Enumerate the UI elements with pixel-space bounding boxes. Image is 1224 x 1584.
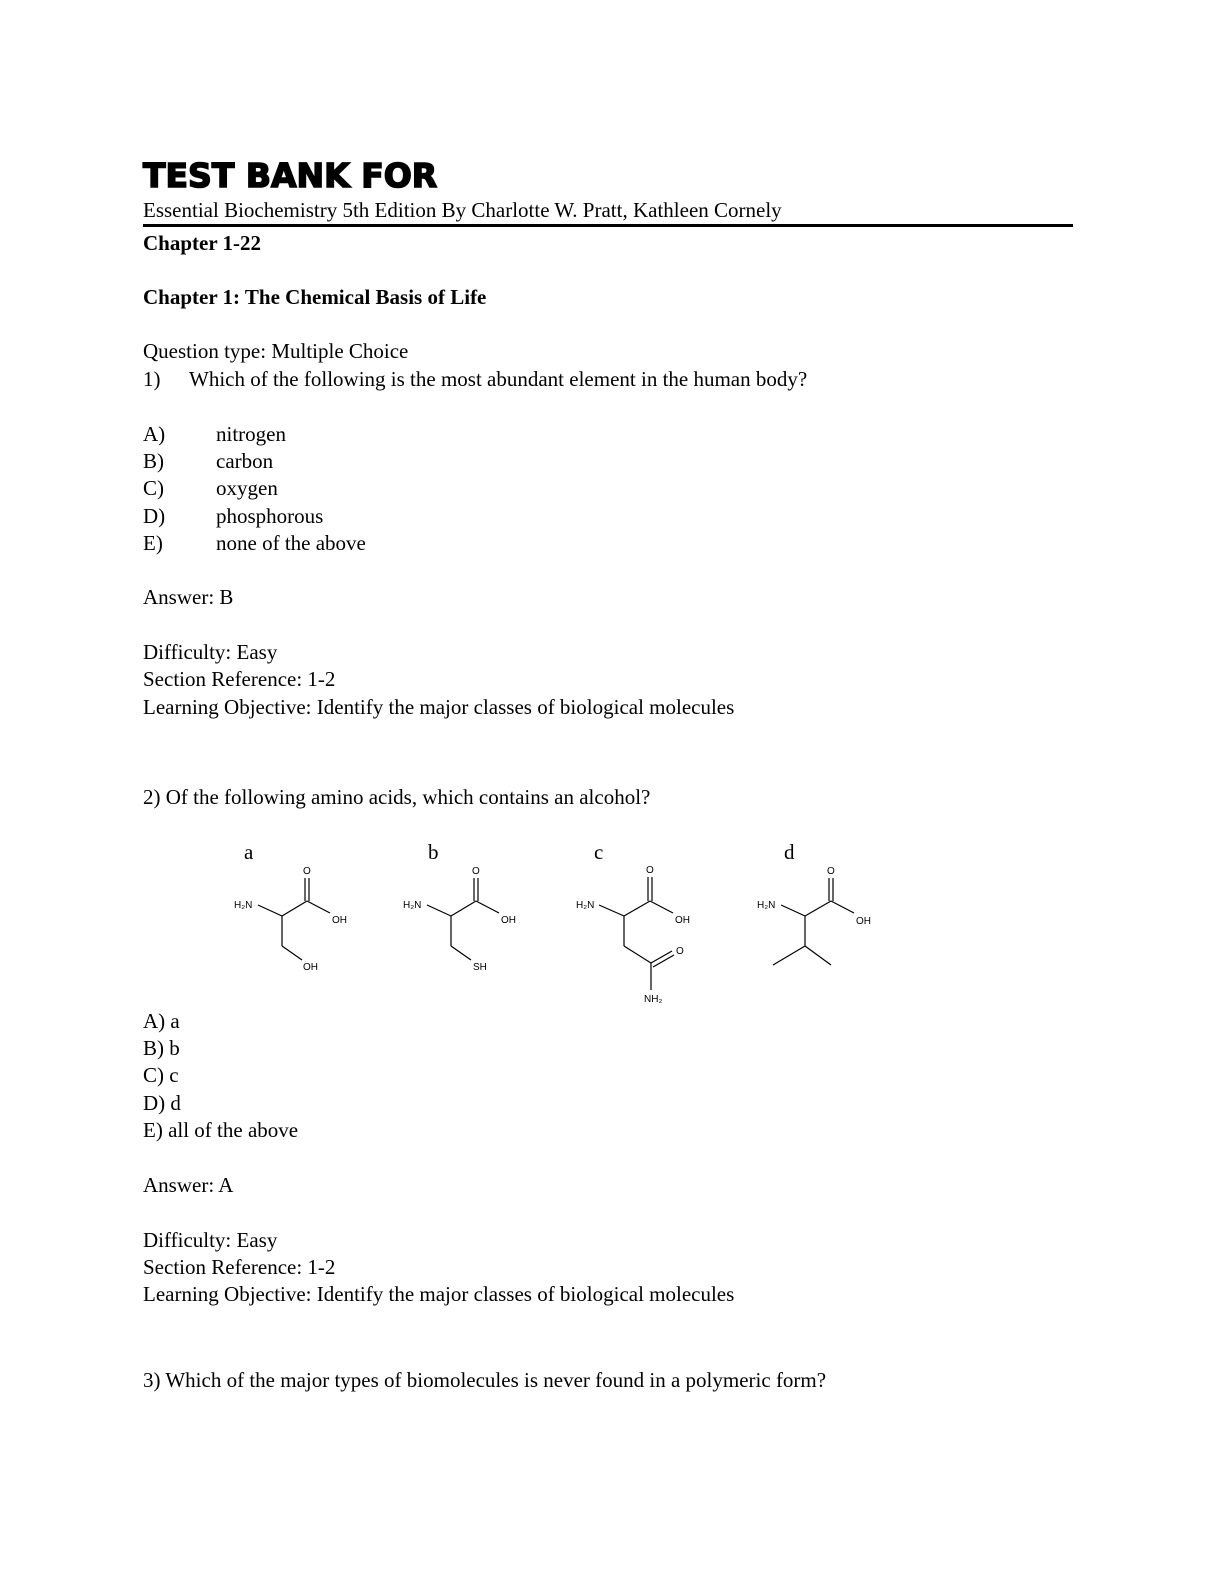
structure-label-c: c [594,840,604,864]
q1-option-text: oxygen [216,476,278,500]
atom-label: O [472,866,480,877]
atom-label: OH [856,916,871,927]
q1-option-text: none of the above [216,531,366,555]
q1-section-reference: Section Reference: 1-2 [143,667,336,691]
structure-label-b: b [428,840,439,864]
q2-section-reference: Section Reference: 1-2 [143,1255,336,1279]
atom-label: H₂N [234,900,253,911]
q2-text: 2) Of the following amino acids, which contains an alcohol? [143,785,651,809]
q1-option-letter: A) [143,422,166,446]
q1-option-letter: C) [143,476,164,500]
atom-label: O [827,866,835,877]
q1-option-letter: B) [143,449,164,473]
atom-label: H₂N [576,900,595,911]
q1-difficulty: Difficulty: Easy [143,640,278,664]
q1-option-letter: E) [143,531,163,555]
q1-number: 1) [143,367,161,391]
atom-label: O [676,946,684,957]
q2-learning-objective: Learning Objective: Identify the major classes of biological molecules [143,1282,735,1306]
q2-difficulty: Difficulty: Easy [143,1228,278,1252]
atom-label: O [646,865,654,876]
atom-label: OH [332,915,347,926]
atom-label: H₂N [757,900,776,911]
q2-answer: Answer: A [143,1173,234,1197]
question-type: Question type: Multiple Choice [143,339,409,363]
q2-option: A) a [143,1009,180,1033]
atom-label: H₂N [403,900,422,911]
atom-label: O [303,866,311,877]
atom-label: OH [501,915,516,926]
q2-option: C) c [143,1063,179,1087]
q1-option-text: phosphorous [216,504,324,528]
q2-option: B) b [143,1036,180,1060]
chapter-heading: Chapter 1: The Chemical Basis of Life [143,285,487,309]
q1-option-text: carbon [216,449,274,473]
q1-option-text: nitrogen [216,422,286,446]
structure-label-d: d [784,840,795,864]
q1-answer: Answer: B [143,585,234,609]
atom-label: SH [473,962,487,973]
q1-text: Which of the following is the most abundant element in the human body? [189,367,808,391]
q1-option-letter: D) [143,504,166,528]
structure-label-a: a [244,840,254,864]
book-title: Essential Biochemistry 5th Edition By Charlotte W. Pratt, Kathleen Cornely [143,198,782,222]
atom-label: OH [303,962,318,973]
q3-text: 3) Which of the major types of biomolecules is never found in a polymeric form? [143,1368,827,1392]
atom-label: NH₂ [644,994,663,1005]
document-title: TEST BANK FOR [143,156,438,195]
q2-option: E) all of the above [143,1118,299,1142]
chapter-range: Chapter 1-22 [143,231,262,255]
atom-label: OH [675,915,690,926]
q1-learning-objective: Learning Objective: Identify the major classes of biological molecules [143,695,735,719]
q2-option: D) d [143,1091,181,1115]
